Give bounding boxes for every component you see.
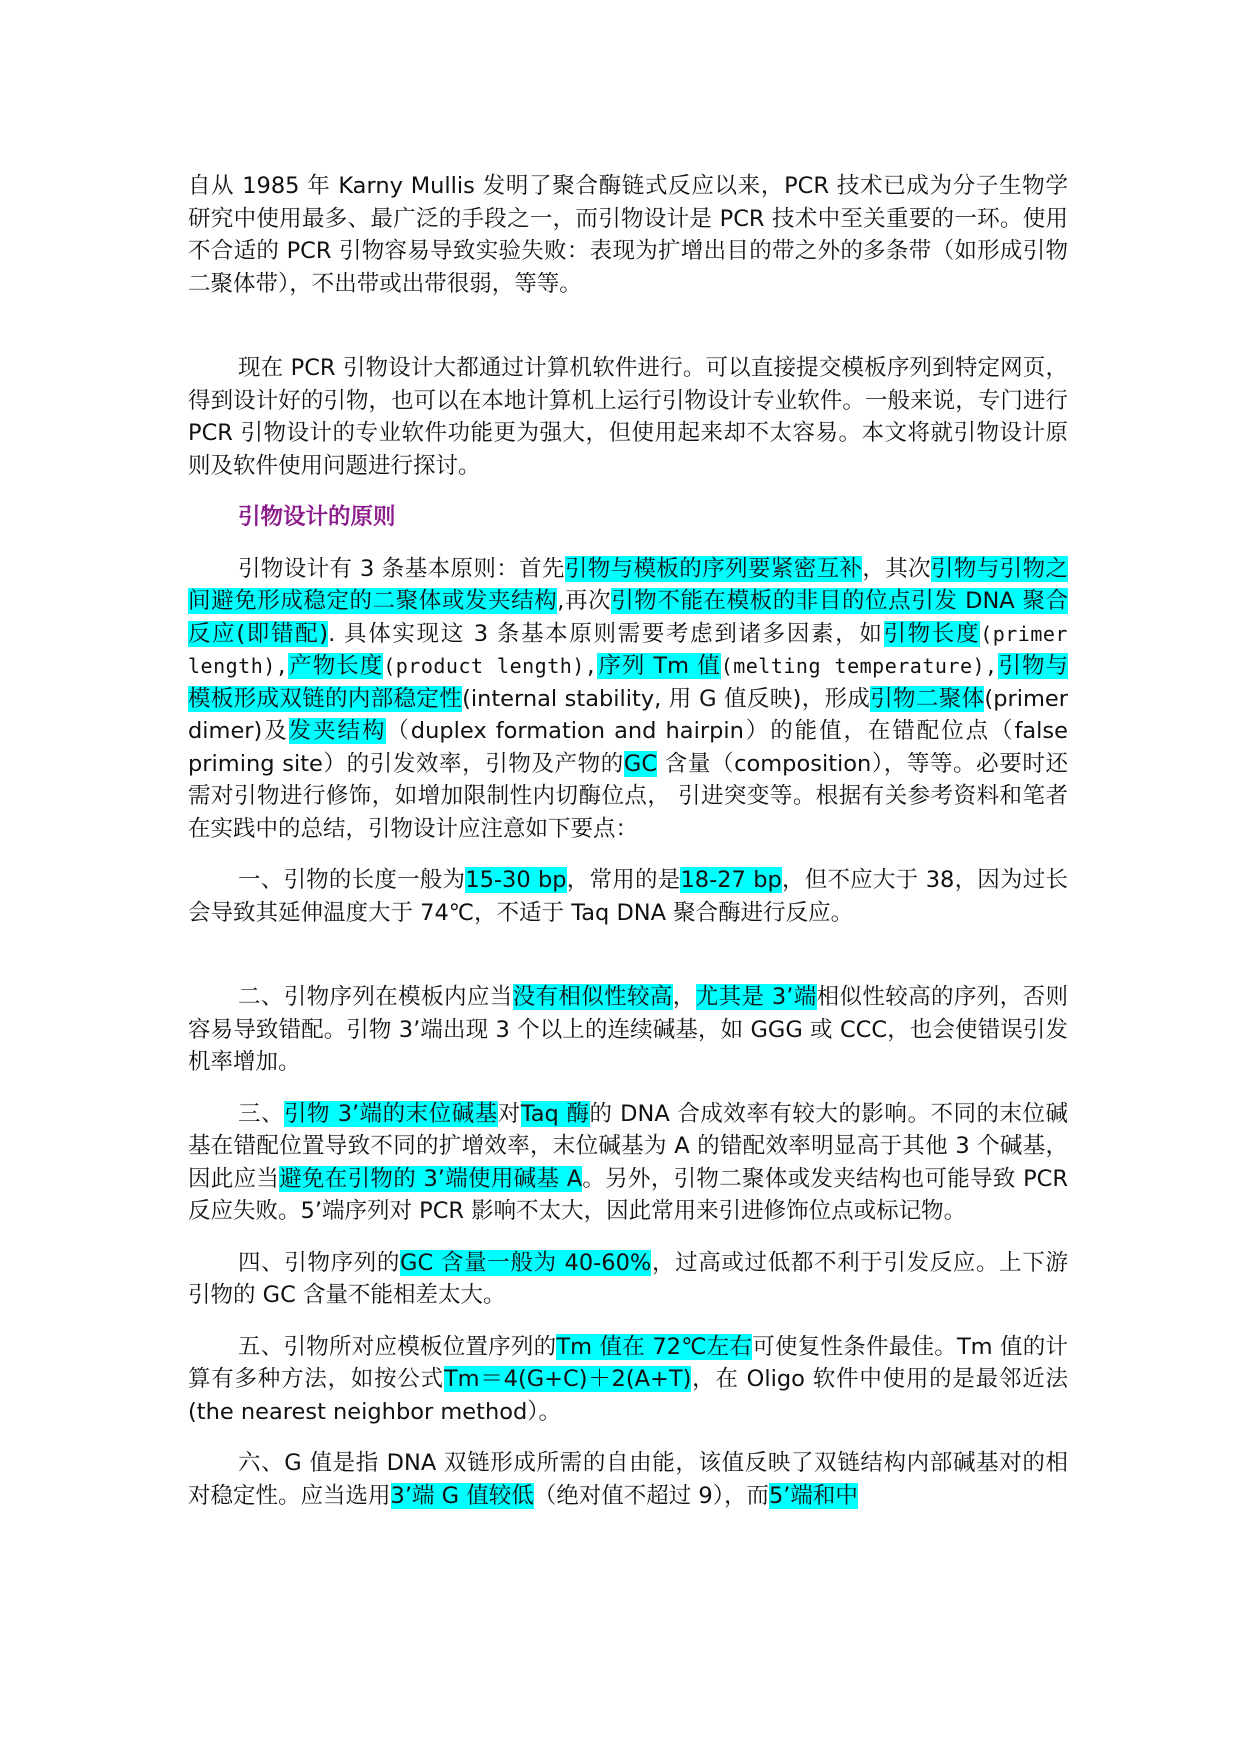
text-run: 引物设计有 3 条基本原则：首先 [238,555,565,582]
highlight-run: 引物与模板的序列要紧密互补 [564,555,863,582]
text-run: 含量（composition），等等。必要时还需对引物进行修饰，如增加限制性内切酶位点， 引进突变等。根据有关参考资料和笔者在实践中的总结，引物设计应注意如下要点： [188,750,1069,842]
highlight-run: 3’端 G 值较低 [390,1482,534,1509]
text-run: ，在 Oligo 软件中使用的是最邻近法(the nearest neighbor method）。 [188,1366,1068,1425]
text-run: 二、引物序列在模板内应当 [238,984,513,1010]
paragraph-point-3 [188,1098,1068,1228]
text-run: ，过高或过低都不利于引发反应。上下游引物的 GC 含量不能相差太大。 [188,1249,1068,1308]
text-run: 五、引物所对应模板位置序列的 [238,1333,557,1360]
text-run: 相似性较高的序列，否则容易导致错配。引物 3’端出现 3 个以上的连续碱基，如 GGG 或 CCC，也会使错误引发机率增加。 [188,984,1068,1075]
text-run: (primer length), [188,621,1068,678]
text-run: 四、引物序列的 [238,1249,401,1276]
highlight-run: GC 含量一般为 40-60% [400,1249,652,1276]
paragraph-point-1 [188,864,1068,929]
document-body [188,170,1068,1512]
paragraph-point-4 [188,1247,1068,1312]
text-run: 一、引物的长度一般为 [238,867,466,893]
text-run: ，常用的是 [566,867,681,893]
highlight-run: Taq 酶 [520,1100,590,1127]
text-run: ，但不应大于 38，因为过长会导致其延伸温度大于 74℃，不适于 Taq DNA 聚合酶进行反应。 [188,867,1068,926]
highlight-run: 引物长度 [883,620,981,647]
text-run: 的 DNA 合成效率有较大的影响。不同的末位碱基在错配位置导致不同的扩增效率，末位碱基为 A 的错配效率明显高于其他 3 个碱基，因此应当 [188,1100,1068,1192]
text-run: （duplex formation and hairpin）的能值，在错配位点（false priming site）的引发效率，引物及产物的 [188,718,1068,777]
highlight-run: 引物与引物之间避免形成稳定的二聚体或发夹结构 [188,555,1068,614]
text-run: 对 [497,1100,521,1127]
paragraph-point-6 [188,1447,1068,1512]
text-run: (internal stability, 用 G 值反映)，形成 [462,685,871,712]
text-run: 可使复性条件最佳。Tm 值的计算有多种方法，如按公式 [188,1333,1068,1392]
highlight-run: 引物与模板形成双链的内部稳定性 [188,653,1068,712]
highlight-run: 尤其是 3’端 [695,984,817,1010]
text-run: ，其次 [862,555,932,582]
text-run: （绝对值不超过 9），而 [533,1482,769,1509]
text-run: 三、 [238,1100,285,1127]
highlight-run: 产物长度 [288,653,384,679]
highlight-run: 没有相似性较高 [512,984,673,1010]
text-run: (primer dimer)及 [188,685,1068,744]
paragraph-principles [188,553,1068,846]
highlight-run: 序列 Tm 值 [597,653,721,679]
section-heading: 引物设计的原则 [238,504,396,530]
text-run: ,再次 [557,588,612,614]
highlight-run: GC [623,750,658,777]
text-run: . 具体实现这 3 条基本原则需要考虑到诸多因素，如 [328,620,884,647]
highlight-run: Tm＝4(G+C)＋2(A+T) [443,1366,692,1392]
highlight-run: 避免在引物的 3’端使用碱基 A [279,1165,583,1192]
paragraph-software: 现在 PCR 引物设计大都通过计算机软件进行。可以直接提交模板序列到特定网页，得到设计好的引物，也可以在本地计算机上运行引物设计专业软件。一般来说，专门进行 PCR 引物设计的专业软件功能更为强大，但使用起来却不太容易。本文将就引物设计原则及软件使用问题进行探讨。 [188,355,1068,479]
text-run: ， [672,984,696,1010]
highlight-run: 5’端和中 [768,1482,858,1509]
highlight-run: 引物 3’端的末位碱基 [284,1100,498,1127]
paragraph-point-2 [188,981,1068,1079]
highlight-run: 18-27 bp [680,867,782,893]
highlight-run: 15-30 bp [465,867,567,893]
text-run: 。另外，引物二聚体或发夹结构也可能导致 PCR 反应失败。5’端序列对 PCR 影响不太大，因此常用来引进修饰位点或标记物。 [188,1165,1068,1224]
text-run: (melting temperature), [720,654,998,678]
highlight-run: Tm 值在 72℃左右 [556,1333,753,1360]
text-run: 六、G 值是指 DNA 双链形成所需的自由能，该值反映了双链结构内部碱基对的相对稳定性。应当选用 [188,1450,1068,1509]
highlight-run: 发夹结构 [288,718,387,744]
highlight-run: 引物二聚体 [870,685,985,712]
paragraph-intro: 自从 1985 年 Karny Mullis 发明了聚合酶链式反应以来，PCR 技术已成为分子生物学研究中使用最多、最广泛的手段之一，而引物设计是 PCR 技术中至关重要的一环。使用不合适的 PCR 引物容易导致实验失败：表现为扩增出目的带之外的多条带（如形成引物二聚体带），不出带或出带很弱，等等。 [188,173,1068,297]
highlight-run: 引物不能在模板的非目的位点引发 DNA 聚合反应(即错配) [188,588,1069,647]
text-run: (product length), [383,654,598,678]
paragraph-point-5 [188,1331,1068,1429]
